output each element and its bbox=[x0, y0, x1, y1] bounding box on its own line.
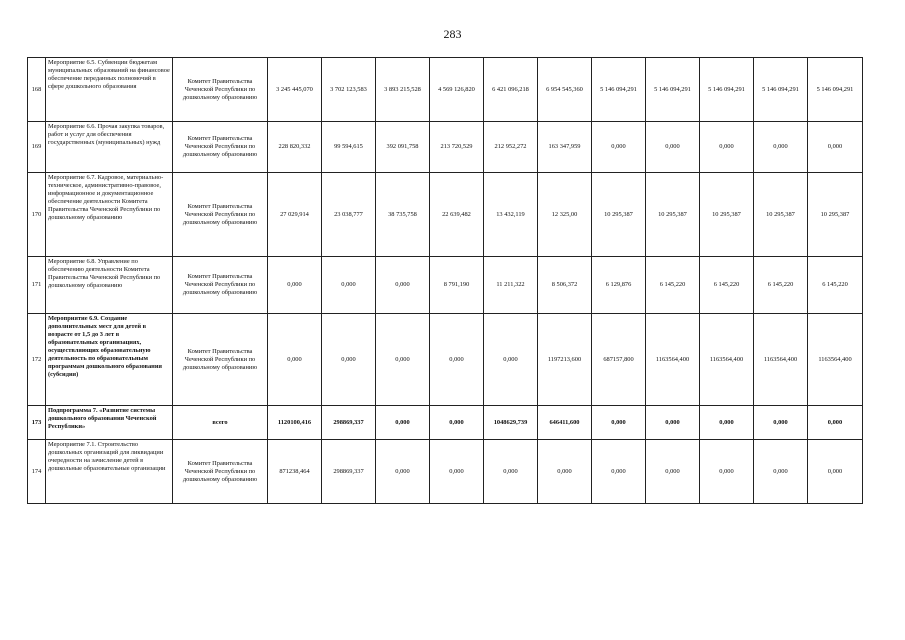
value-cell: 6 145,220 bbox=[754, 257, 808, 314]
value-cell: 5 146 094,291 bbox=[700, 58, 754, 122]
value-cell: 0,000 bbox=[700, 122, 754, 173]
value-cell: 5 146 094,291 bbox=[754, 58, 808, 122]
value-cell: 13 432,119 bbox=[484, 173, 538, 257]
value-cell: 392 091,758 bbox=[376, 122, 430, 173]
value-cell: 1120100,416 bbox=[268, 406, 322, 440]
value-cell: 0,000 bbox=[646, 406, 700, 440]
value-cell: 0,000 bbox=[808, 440, 863, 504]
value-cell: 0,000 bbox=[700, 440, 754, 504]
value-cell: 99 594,615 bbox=[322, 122, 376, 173]
value-cell: 3 702 123,583 bbox=[322, 58, 376, 122]
responsible-org: Комитет Правительства Чеченской Республики по дошкольному образованию bbox=[173, 173, 268, 257]
subprogram-name: Подпрограмма 7. «Развитие системы дошкольного образования Чеченской Республики» bbox=[46, 406, 173, 440]
table-row bbox=[28, 122, 863, 173]
value-cell: 0,000 bbox=[430, 406, 484, 440]
value-cell: 6 145,220 bbox=[646, 257, 700, 314]
value-cell: 0,000 bbox=[376, 257, 430, 314]
value-cell: 0,000 bbox=[376, 406, 430, 440]
value-cell: 0,000 bbox=[484, 314, 538, 406]
value-cell: 1048629,739 bbox=[484, 406, 538, 440]
value-cell: 1163564,400 bbox=[646, 314, 700, 406]
value-cell: 0,000 bbox=[646, 440, 700, 504]
value-cell: 163 347,959 bbox=[538, 122, 592, 173]
value-cell: 0,000 bbox=[592, 406, 646, 440]
responsible-org: Комитет Правительства Чеченской Республики по дошкольному образованию bbox=[173, 257, 268, 314]
value-cell: 22 639,482 bbox=[430, 173, 484, 257]
value-cell: 0,000 bbox=[754, 406, 808, 440]
measure-name: Мероприятие 6.6. Прочая закупка товаров, работ и услуг для обеспечения государственных (муниципальных) нужд bbox=[46, 122, 173, 173]
row-number: 170 bbox=[28, 173, 46, 257]
value-cell: 0,000 bbox=[538, 440, 592, 504]
value-cell: 871238,464 bbox=[268, 440, 322, 504]
value-cell: 0,000 bbox=[592, 440, 646, 504]
responsible-org: Комитет Правительства Чеченской Республики по дошкольному образованию bbox=[173, 440, 268, 504]
value-cell: 5 146 094,291 bbox=[646, 58, 700, 122]
value-cell: 0,000 bbox=[484, 440, 538, 504]
value-cell: 38 735,758 bbox=[376, 173, 430, 257]
measure-name: Мероприятие 7.1. Строительство дошкольных организаций для ликвидации очередности на зачисление детей в дошкольные образовательные организации bbox=[46, 440, 173, 504]
value-cell: 3 893 215,528 bbox=[376, 58, 430, 122]
measure-name: Мероприятие 6.8. Управление по обеспечению деятельности Комитета Правительства Чеченской Республики по дошкольному образованию bbox=[46, 257, 173, 314]
value-cell: 12 325,00 bbox=[538, 173, 592, 257]
value-cell: 298869,337 bbox=[322, 440, 376, 504]
table-row bbox=[28, 440, 863, 504]
value-cell: 646411,600 bbox=[538, 406, 592, 440]
budget-table bbox=[27, 57, 863, 504]
value-cell: 8 506,372 bbox=[538, 257, 592, 314]
value-cell: 0,000 bbox=[376, 314, 430, 406]
value-cell: 6 145,220 bbox=[808, 257, 863, 314]
value-cell: 0,000 bbox=[592, 122, 646, 173]
value-cell: 0,000 bbox=[376, 440, 430, 504]
value-cell: 23 038,777 bbox=[322, 173, 376, 257]
value-cell: 6 954 545,360 bbox=[538, 58, 592, 122]
value-cell: 0,000 bbox=[322, 257, 376, 314]
value-cell: 8 791,190 bbox=[430, 257, 484, 314]
value-cell: 6 421 096,218 bbox=[484, 58, 538, 122]
value-cell: 5 146 094,291 bbox=[808, 58, 863, 122]
value-cell: 6 129,876 bbox=[592, 257, 646, 314]
value-cell: 0,000 bbox=[430, 440, 484, 504]
table-row bbox=[28, 257, 863, 314]
value-cell: 10 295,387 bbox=[592, 173, 646, 257]
value-cell: 0,000 bbox=[322, 314, 376, 406]
value-cell: 1197213,600 bbox=[538, 314, 592, 406]
page-number: 283 bbox=[443, 27, 462, 41]
value-cell: 6 145,220 bbox=[700, 257, 754, 314]
table-row bbox=[28, 58, 863, 122]
value-cell: 298869,337 bbox=[322, 406, 376, 440]
value-cell: 212 952,272 bbox=[484, 122, 538, 173]
value-cell: 0,000 bbox=[754, 440, 808, 504]
responsible-org: Комитет Правительства Чеченской Республики по дошкольному образованию bbox=[173, 314, 268, 406]
table-row bbox=[28, 173, 863, 257]
value-cell: 10 295,387 bbox=[646, 173, 700, 257]
value-cell: 3 245 445,070 bbox=[268, 58, 322, 122]
value-cell: 0,000 bbox=[808, 122, 863, 173]
value-cell: 0,000 bbox=[808, 406, 863, 440]
value-cell: 0,000 bbox=[430, 314, 484, 406]
value-cell: 213 720,529 bbox=[430, 122, 484, 173]
value-cell: 4 569 126,820 bbox=[430, 58, 484, 122]
table-row bbox=[28, 406, 863, 440]
row-number: 168 bbox=[28, 58, 46, 122]
measure-name: Мероприятие 6.7. Кадровое, материально-техническое, административно-правовое, информационное и документационное обеспечение деятельности Комитета Правительства Чеченской Республики по дошкольному образованию bbox=[46, 173, 173, 257]
responsible-org: Комитет Правительства Чеченской Республики по дошкольному образованию bbox=[173, 58, 268, 122]
value-cell: 687157,800 bbox=[592, 314, 646, 406]
value-cell: 0,000 bbox=[646, 122, 700, 173]
row-number: 171 bbox=[28, 257, 46, 314]
value-cell: 0,000 bbox=[754, 122, 808, 173]
value-cell: 1163564,400 bbox=[754, 314, 808, 406]
value-cell: 10 295,387 bbox=[808, 173, 863, 257]
value-cell: 11 211,322 bbox=[484, 257, 538, 314]
value-cell: 10 295,387 bbox=[754, 173, 808, 257]
value-cell: 27 029,914 bbox=[268, 173, 322, 257]
value-cell: 1163564,400 bbox=[700, 314, 754, 406]
value-cell: 0,000 bbox=[268, 314, 322, 406]
table-row bbox=[28, 314, 863, 406]
value-cell: 228 820,332 bbox=[268, 122, 322, 173]
value-cell: 1163564,400 bbox=[808, 314, 863, 406]
row-number: 169 bbox=[28, 122, 46, 173]
responsible-org: Комитет Правительства Чеченской Республики по дошкольному образованию bbox=[173, 122, 268, 173]
value-cell: 0,000 bbox=[268, 257, 322, 314]
row-number: 172 bbox=[28, 314, 46, 406]
row-number: 174 bbox=[28, 440, 46, 504]
value-cell: 0,000 bbox=[700, 406, 754, 440]
responsible-org: всего bbox=[173, 406, 268, 440]
measure-name: Мероприятие 6.5. Субвенции бюджетам муниципальных образований на финансовое обеспечение переданных полномочий в сфере дошкольного образования bbox=[46, 58, 173, 122]
measure-name: Мероприятие 6.9. Создание дополнительных мест для детей в возрасте от 1,5 до 3 лет в образовательных организациях, осуществляющих образовательную деятельность по образовательным программам дошкольного образования (субсидия) bbox=[46, 314, 173, 406]
row-number: 173 bbox=[28, 406, 46, 440]
value-cell: 5 146 094,291 bbox=[592, 58, 646, 122]
value-cell: 10 295,387 bbox=[700, 173, 754, 257]
